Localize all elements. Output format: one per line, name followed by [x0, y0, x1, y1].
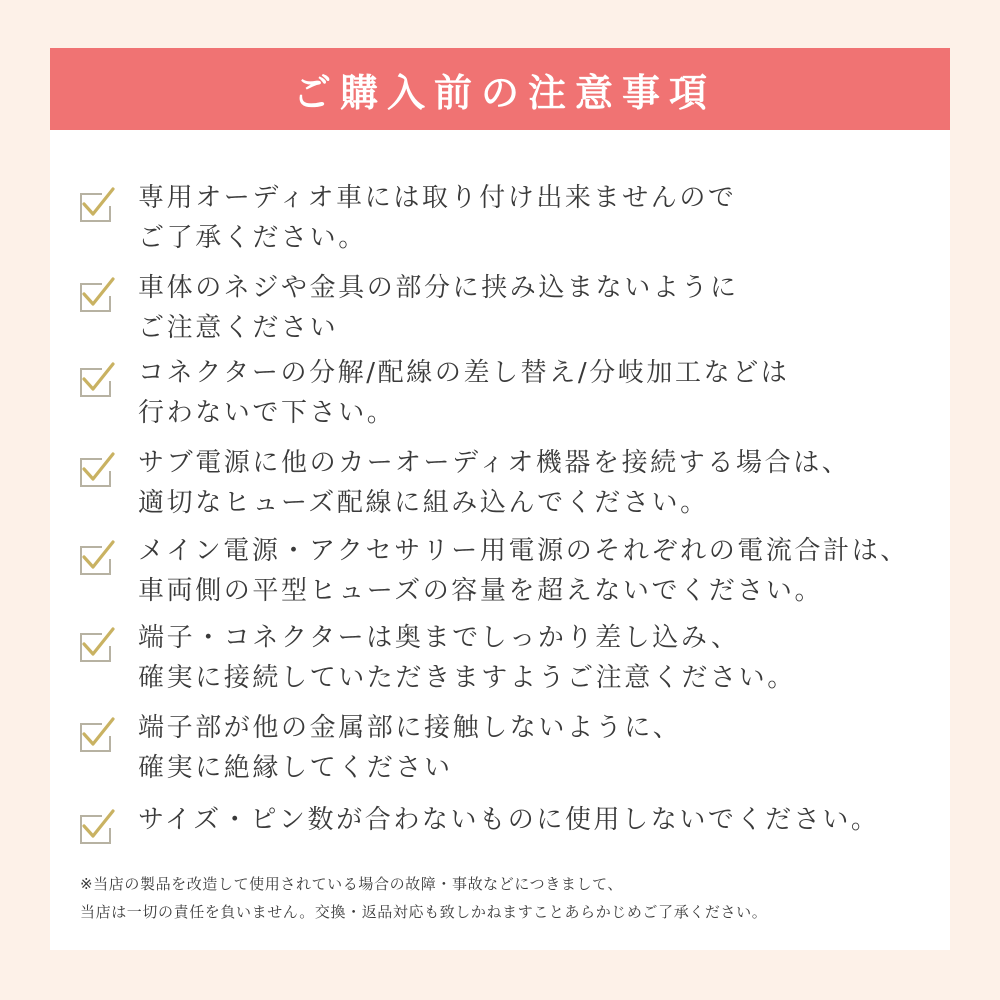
checkbox-check-icon [78, 714, 116, 754]
disclaimer-note [80, 870, 930, 926]
notice-line: サブ電源に他のカーオーディオ機器を接続する場合は、 [138, 448, 851, 478]
notice-line: コネクターの分解/配線の差し替え/分岐加工などは [138, 358, 790, 388]
notice-item-text [138, 800, 938, 840]
notice-line: 車体のネジや金具の部分に挟み込まないように [138, 273, 739, 303]
checkbox-check-icon [78, 449, 116, 489]
notice-line: 確実に接続していただきますようご注意ください。 [138, 663, 796, 693]
notice-line: サイズ・ピン数が合わないものに使用しないでください。 [138, 805, 880, 835]
notice-line: 適切なヒューズ配線に組み込んでください。 [138, 488, 709, 518]
disclaimer-line: ※当店の製品を改造して使用されている場合の故障・事故などにつきまして、 [80, 875, 623, 893]
header-banner [50, 48, 950, 130]
notice-item-text [138, 618, 938, 698]
checkbox-check-icon [78, 624, 116, 664]
page-title: ご購入前の注意事項 [292, 70, 716, 115]
notice-line: 専用オーディオ車には取り付け出来ませんので [138, 183, 737, 213]
checkbox-check-icon [78, 359, 116, 399]
notice-line: ご了承ください。 [138, 223, 367, 253]
checkbox-check-icon [78, 806, 116, 846]
notice-item-text [138, 708, 938, 788]
notice-line: 端子部が他の金属部に接触しないように、 [138, 713, 682, 743]
notice-item-text [138, 353, 938, 433]
checkbox-check-icon [78, 537, 116, 577]
notice-item-text [138, 178, 938, 258]
notice-line: メイン電源・アクセサリー用電源のそれぞれの電流合計は、 [138, 536, 909, 566]
notice-line: 端子・コネクターは奥までしっかり差し込み、 [138, 623, 740, 653]
checkbox-check-icon [78, 274, 116, 314]
notice-item-text [138, 268, 938, 348]
notice-line: ご注意ください [138, 313, 339, 343]
checkbox-check-icon [78, 184, 116, 224]
notice-line: 車両側の平型ヒューズの容量を超えないでください。 [138, 576, 824, 606]
notice-line: 行わないで下さい。 [138, 398, 396, 428]
notice-item-text [138, 531, 938, 611]
disclaimer-line: 当店は一切の責任を負いません。交換・返品対応も致しかねますことあらかじめご了承ください。 [80, 903, 768, 921]
notice-card [50, 48, 950, 950]
notice-item-text [138, 443, 938, 523]
notice-line: 確実に絶縁してください [138, 753, 453, 783]
